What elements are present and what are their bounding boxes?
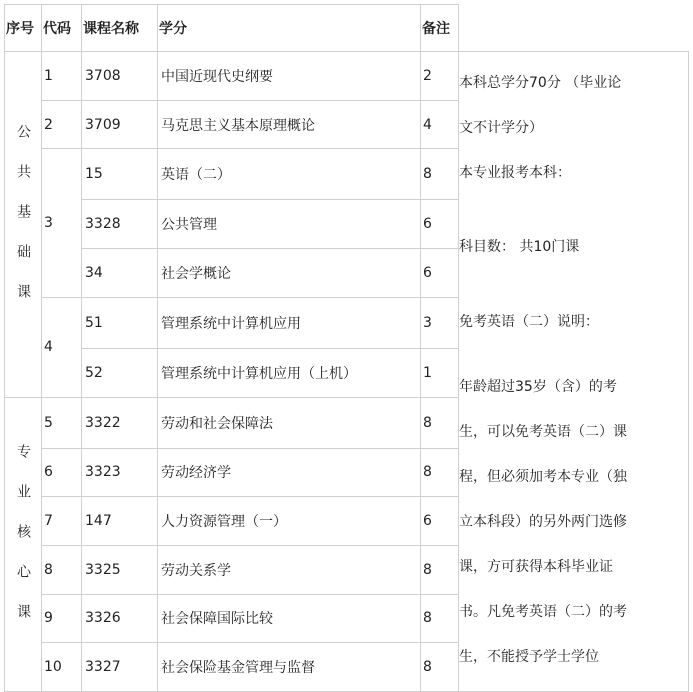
remark-line: 免考英语（二）说明： xyxy=(459,314,599,330)
remark-line: 年龄超过35岁（含）的考 xyxy=(459,379,617,395)
row-seq: 8 xyxy=(42,545,82,594)
row-name: 人力资源管理（一） xyxy=(158,497,421,546)
row-code: 3323 xyxy=(82,448,158,497)
row-name: 社会学概论 xyxy=(158,249,421,298)
row-code: 34 xyxy=(82,249,158,298)
row-code: 15 xyxy=(82,149,158,200)
row-code: 3327 xyxy=(82,643,158,692)
header-name: 课程名称 xyxy=(82,5,158,52)
row-name: 管理系统中计算机应用 xyxy=(158,297,421,348)
remark-line: 程，但必须加考本专业（独 xyxy=(459,469,627,485)
row-credit: 6 xyxy=(421,249,459,298)
header-code: 代码 xyxy=(42,5,82,52)
row-name: 管理系统中计算机应用（上机） xyxy=(158,348,421,397)
row-seq: 6 xyxy=(42,448,82,497)
row-credit: 8 xyxy=(421,643,459,692)
row-credit: 8 xyxy=(421,594,459,643)
row-seq: 2 xyxy=(42,100,82,149)
header-credit: 学分 xyxy=(158,5,421,52)
row-seq: 9 xyxy=(42,594,82,643)
remark-line: 书。凡免考英语（二）的考 xyxy=(459,604,627,620)
remark-line: 生，不能授予学士学位 xyxy=(459,649,599,665)
row-seq: 4 xyxy=(42,297,82,397)
row-code: 3326 xyxy=(82,594,158,643)
row-name: 劳动关系学 xyxy=(158,545,421,594)
row-seq: 1 xyxy=(42,52,82,101)
course-table xyxy=(4,4,689,692)
row-name: 英语（二） xyxy=(158,149,421,200)
row-seq: 10 xyxy=(42,643,82,692)
remark-line: 文不计学分） xyxy=(459,120,543,136)
row-credit: 2 xyxy=(421,52,459,101)
row-name: 中国近现代史纲要 xyxy=(158,52,421,101)
row-code: 147 xyxy=(82,497,158,546)
row-code: 51 xyxy=(82,297,158,348)
row-name: 公共管理 xyxy=(158,200,421,249)
row-credit: 8 xyxy=(421,397,459,448)
remark-line: 本专业报考本科： xyxy=(459,165,571,181)
row-name: 马克思主义基本原理概论 xyxy=(158,100,421,149)
remark-line: 科目数： 共10门课 xyxy=(459,239,580,255)
header-seq: 序号 xyxy=(5,5,42,52)
remark-line: 生，可以免考英语（二）课 xyxy=(459,424,627,440)
row-code: 52 xyxy=(82,348,158,397)
row-code: 3322 xyxy=(82,397,158,448)
row-seq: 7 xyxy=(42,497,82,546)
row-credit: 8 xyxy=(421,545,459,594)
remark-line: 本科总学分70分 （毕业论 xyxy=(459,75,622,91)
row-name: 劳动经济学 xyxy=(158,448,421,497)
row-credit: 4 xyxy=(421,100,459,149)
row-code: 3708 xyxy=(82,52,158,101)
table-header-row xyxy=(5,5,689,52)
row-credit: 8 xyxy=(421,448,459,497)
header-empty xyxy=(459,5,689,52)
row-name: 劳动和社会保障法 xyxy=(158,397,421,448)
table-row xyxy=(5,52,689,101)
group-label-core: 专业核心课 xyxy=(5,397,42,692)
row-code: 3709 xyxy=(82,100,158,149)
row-seq: 3 xyxy=(42,149,82,297)
header-remarks: 备注 xyxy=(421,5,459,52)
row-credit: 6 xyxy=(421,497,459,546)
row-name: 社会保险基金管理与监督 xyxy=(158,643,421,692)
row-credit: 8 xyxy=(421,149,459,200)
group-label-public: 公共基础课 xyxy=(5,52,42,398)
row-credit: 1 xyxy=(421,348,459,397)
row-credit: 3 xyxy=(421,297,459,348)
remarks-cell xyxy=(459,52,689,692)
remark-line: 课，方可获得本科毕业证 xyxy=(459,559,613,575)
row-seq: 5 xyxy=(42,397,82,448)
remark-line: 立本科段）的另外两门选修 xyxy=(459,514,627,530)
row-code: 3325 xyxy=(82,545,158,594)
row-code: 3328 xyxy=(82,200,158,249)
row-credit: 6 xyxy=(421,200,459,249)
row-name: 社会保障国际比较 xyxy=(158,594,421,643)
